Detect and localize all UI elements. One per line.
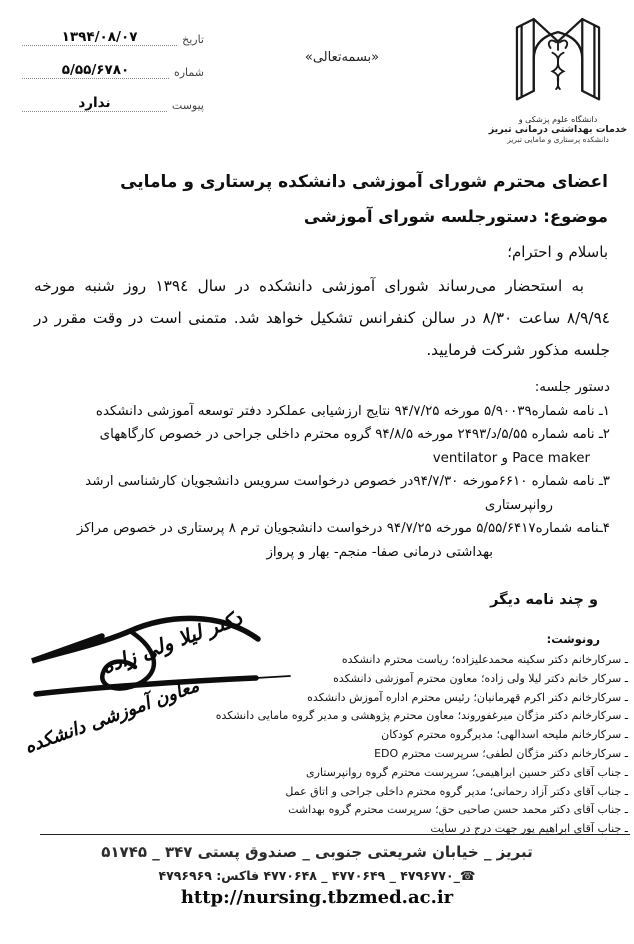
- signer-title: معاون آموزشی دانشکده: [21, 675, 202, 758]
- addressee-line: اعضای محترم شورای آموزشی دانشکده پرستاری و مامایی: [120, 172, 608, 192]
- meta-attachment-row: [22, 92, 204, 112]
- cc-item: ـ سرکارخانم دکتر مژگان میرغفوروند؛ معاون محترم پژوهشی و مدیر گروه مامایی دانشکده: [215, 709, 628, 723]
- date-label: تاریخ: [182, 33, 204, 46]
- footer-phone-numbers: ۴۷۹۶۷۷۰ _ ۴۷۷۰۶۴۹ _ ۴۷۷۰۶۴۸ فاکس: ۴۷۹۶۹۶۹: [158, 868, 454, 883]
- body-line-3: جلسه مذکور شرکت فرمایید.: [426, 341, 610, 359]
- logo-text-university: دانشگاه علوم پزشکی و: [518, 115, 598, 124]
- agenda-item-2-continued: Pace maker و ventilator: [432, 450, 590, 466]
- agenda-item-3: ۳ـ نامه شماره ۶۶۱۰مورخه ۹۴/۷/۳۰در خصوص درخواست سرویس دانشجویان کارشناسی ارشد: [85, 474, 610, 489]
- attachment-line: [22, 92, 167, 112]
- agenda-item-1: ۱ـ نامه شماره۵/۹۰۰۳۹ مورخه ۹۴/۷/۲۵ نتایج ارزشیابی عملکرد دفتر توسعه آموزشی دانشکده: [95, 403, 610, 419]
- date-line: [22, 26, 177, 46]
- university-emblem-icon: [502, 10, 614, 114]
- telephone-icon: ☎: [459, 868, 476, 883]
- attachment-label: پیوست: [171, 99, 204, 112]
- cc-item: ـ سرکارخانم دکتر سکینه محمدعلیزاده؛ ریاست محترم دانشکده: [341, 653, 628, 666]
- meta-date-row: [22, 26, 204, 46]
- cc-block: [6, 632, 628, 839]
- letter-body: [34, 270, 610, 366]
- body-line-1: به استحضار می‌رساند شورای آموزشی دانشکده در سال ۱۳۹٤ روز شنبه مورخه: [34, 277, 585, 295]
- number-label: شماره: [173, 66, 204, 79]
- date-value: ۱۳۹۴/۰۸/۰۷: [61, 29, 138, 45]
- more-letters-note: و چند نامه دیگر: [490, 592, 598, 608]
- cc-item: ـ سرکارخانم دکتر مژگان لطفی؛ سرپرست محترم EDO: [374, 746, 628, 760]
- footer-divider: [40, 834, 630, 835]
- number-value: ۵/۵۵/۶۷۸۰: [61, 62, 130, 78]
- agenda-item-2: ۲ـ نامه شماره ۵/۵۵/د/۲۴۹۳ مورخه ۹۴/۸/۵ گروه محترم داخلی جراحی در خصوص کارگاههای: [99, 427, 610, 442]
- agenda-list: [20, 376, 610, 564]
- cc-item: ـ سرکار خانم دکتر لیلا ولی زاده؛ معاون محترم آموزشی دانشکده: [333, 671, 628, 685]
- agenda-item-4-continued: بهداشتی درمانی صفا- منجم- بهار و پرواز: [266, 544, 493, 560]
- cc-item: ـ جناب آقای دکتر آزاد رحمانی؛ مدیر گروه محترم داخلی جراحی و اتاق عمل: [285, 784, 628, 798]
- signer-name: دکتر لیلا ولی زاده: [98, 605, 246, 679]
- footer-phones: ☎_۴۷۹۶۷۷۰ _ ۴۷۷۰۶۴۹ _ ۴۷۷۰۶۴۸ فاکس: ۴۷۹۶۹۶۹: [158, 868, 476, 883]
- logo-text-services: خدمات بهداشتی درمانی تبریز: [488, 124, 628, 135]
- salutation-line: باسلام و احترام؛: [507, 243, 608, 261]
- number-line: [22, 59, 169, 79]
- footer-website-url: http://nursing.tbzmed.ac.ir: [180, 887, 454, 908]
- footer-address: تبریز _ خیابان شریعتی جنوبی _ صندوق پستی ۳۴۷ _ ۵۱۷۴۵: [101, 843, 533, 861]
- logo-text-faculty: دانشکده پرستاری و مامایی تبریز: [507, 135, 609, 144]
- agenda-item-3-continued: روانپرستاری: [484, 497, 553, 513]
- besmele-text: «بسمه‌تعالی»: [304, 50, 380, 65]
- body-line-2: ۹٤/۸/۹ ساعت ۸/۳۰ در سالن کنفرانس تشکیل خواهد شد. متمنی است در وقت مقرر در: [34, 309, 610, 327]
- cc-item: ـ جناب آقای دکتر حسین ابراهیمی؛ سرپرست محترم گروه روانپرستاری: [306, 765, 628, 779]
- meta-number-row: [22, 59, 204, 79]
- cc-item: ـ سرکارخانم ملیحه اسدالهی؛ مدیرگروه محترم کودکان: [381, 728, 628, 742]
- cc-item: ـ جناب آقای دکتر محمد حسن صاحبی حق؛ سرپرست محترم گروه بهداشت: [288, 803, 628, 817]
- agenda-heading: دستور جلسه:: [534, 380, 610, 395]
- attachment-value: ندارد: [78, 95, 111, 111]
- cc-item: ـ جناب آقای ابراهیم پور جهت درج در سایت: [430, 822, 628, 836]
- agenda-item-4: ۴ـنامه شماره۵/۵۵/۶۴۱۷ مورخه ۹۴/۷/۲۵ درخواست دانشجویان ترم ۸ پرستاری در خصوص مراکز: [76, 521, 610, 536]
- cc-item: ـ سرکارخانم دکتر اکرم قهرمانیان؛ رئیس محترم اداره آموزش دانشکده: [307, 690, 628, 704]
- university-logo: [488, 10, 628, 144]
- meta-block: [22, 26, 204, 125]
- cc-label: رونوشت:: [546, 632, 600, 646]
- subject-line: موضوع: دستورجلسه شورای آموزشی: [303, 207, 608, 226]
